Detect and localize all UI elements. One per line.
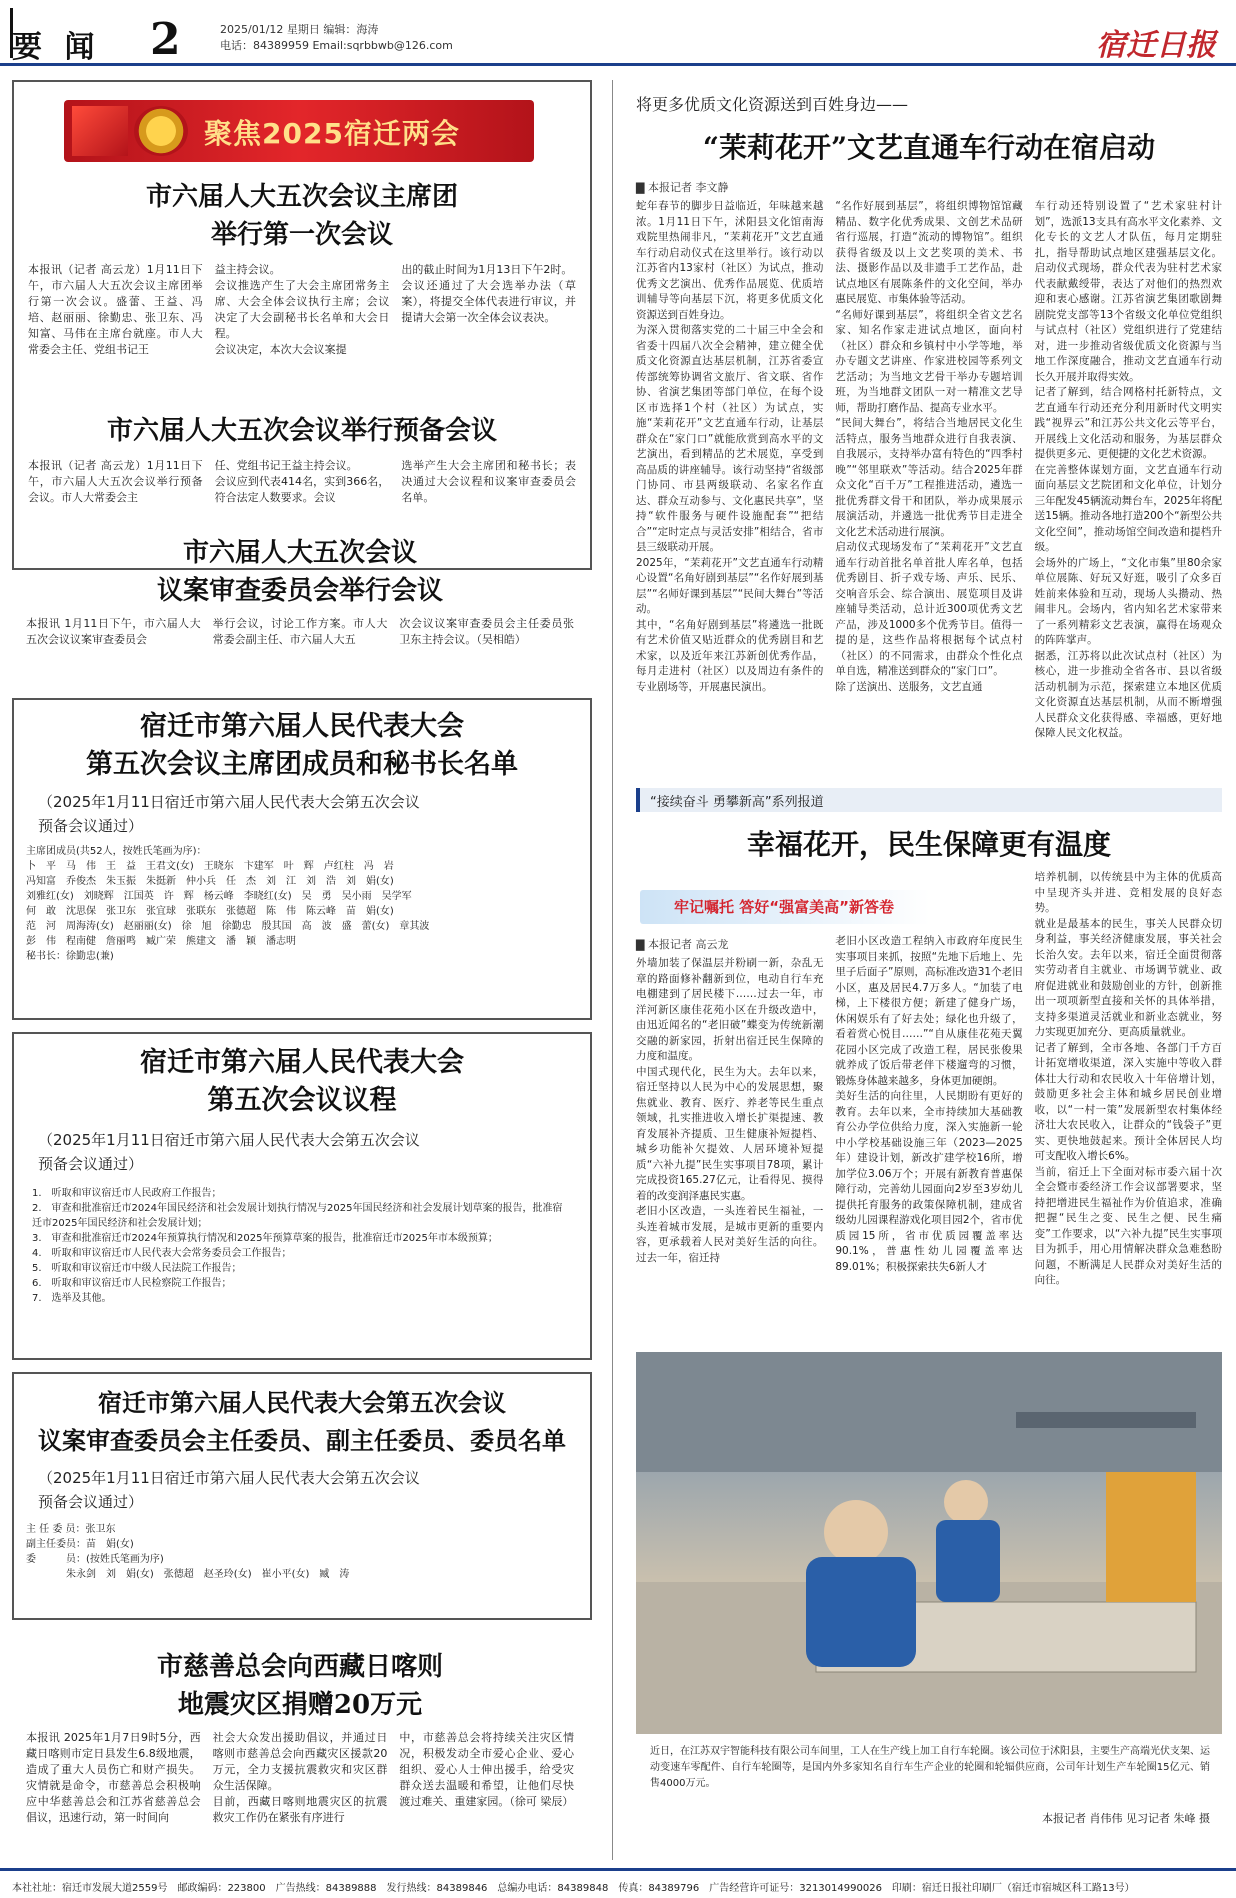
article-title: 幸福花开，民生保障更有温度 — [746, 828, 1111, 861]
list-title-2: 第五次会议主席团成员和秘书长名单 — [86, 749, 518, 780]
flag-icon — [72, 106, 128, 156]
article-col-2: “名作好展到基层”，将组织博物馆馆藏精品、数字化优秀成果、文创艺术品研省行巡展，打造“流动的博物馆”。组织获得省级及以上文艺奖项的美术、书法、摄影作品以及非遗手工艺作品，赴试点地区有展陈条件的文化空间，举办惠民展览、市集体验等活动。 “名师好课到基层”，将组织全省文艺名家、知名作家走进试点地区，面向村（社区）群众和乡镇村中小学等地，举办专题文艺讲座、作家进校园等系列文艺活动；为当地文艺骨干举办专题培训班，为当地群文团队一对一精准文艺导师，帮助打磨作品、提高专业水平。 “民间大舞台”，将结合当地居民文化生活特点，服务当地群众进行自我表演、自我展示，支持举办富有特色的“四季村晚”“邻里联欢”等活动。结合2025年群众文化“百千万”工程推进活动，遴选一批优秀群文骨干和团队，举办成果展示展演活动，并遴选一批优秀节目走进全文化艺术活动进行展演。 启动仪式现场发布了“茉莉花开”文艺直通车行动首批名单首批人库名单，包括优秀剧目、折子戏专场、声乐、民乐、交响音乐会、综合演出、展览项目及讲座辅导类活动，总计近300项优秀文艺产品，涉及1000多个优秀节目。值得一提的是，这些作品将根据每个试点村（社区）的不同需求，由群众个性化点单自选，精准送到群众的“家门口”。 除了送演出、送服务，文艺直通 — [835, 200, 1023, 693]
list-subtitle-2: 预备会议通过） — [38, 817, 144, 835]
agenda-subtitle-1: （2025年1月11日宿迁市第六届人民代表大会第五次会议 — [38, 1131, 420, 1149]
article-livelihood-title — [636, 826, 1222, 864]
agenda-item: 2. 审查和批准宿迁市2024年国民经济和社会发展计划执行情况与2025年国民经济和社会发展计划草案的报告，批准宿迁市2025年国民经济和社会发展计划； — [32, 1203, 563, 1229]
page-header — [0, 0, 1236, 66]
article-col-1: 外墙加装了保温层并粉刷一新，杂乱无章的路面修补翻新到位，电动自行车充电棚建到了居民楼下……过去一年，市洋河新区康佳花苑小区在升级改造中，由迅近闻名的“老旧破”蝶变为传统新潮交融的新家园，折射出宿迁民生保障的力度和温度。 中国式现代化，民生为大。去年以来，宿迁坚持以人民为中心的发展思想，聚焦就业、教育、医疗、养老等民生重点领域，扎实推进收入增长扩渠提速、教育发展补齐提质、卫生健康补短提档、城乡功能补欠提效、人居环境补短提质“六补九提”民生实事项目78项，累计完成投资165.27亿元，让看得见、摸得着的改变润泽惠民实惠。 老旧小区改造，一头连着民生福祉，一头连着城市发展，是城市更新的重要内容，更承载着人民对美好生活的向往。过去一年，宿迁持 — [636, 957, 824, 1264]
committee-row: 副主任委员：苗 娟(女) — [26, 1539, 134, 1550]
name-row: 范 河 周海涛(女) 赵丽丽(女) 徐 旭 徐勤忠 殷其国 高 波 盛 蕾(女) 章其波 — [26, 921, 430, 932]
committee-subtitle-2: 预备会议通过） — [38, 1493, 144, 1511]
list-subtitle-1: （2025年1月11日宿迁市第六届人民代表大会第五次会议 — [38, 793, 420, 811]
agenda-item: 6. 听取和审议宿迁市人民检察院工作报告； — [32, 1278, 232, 1289]
article-col-1: 本报讯（记者 高云龙）1月11日下午，市六届人大五次会议举行预备会议。市人大常委会主 — [28, 459, 203, 504]
committee-row: 朱永剑 刘 娟(女) 张德超 赵圣玲(女) 崔小平(女) 臧 涛 — [26, 1569, 350, 1580]
name-row: 刘雅红(女) 刘晓辉 江国英 许 辉 杨云峰 李晓红(女) 吴 勇 吴小雨 吴学军 — [26, 891, 412, 902]
article-title: 市六届人大五次会议举行预备会议 — [106, 416, 497, 446]
committee-subtitle-1: （2025年1月11日宿迁市第六届人民代表大会第五次会议 — [38, 1469, 420, 1487]
series-title: “接续奋斗 勇攀新高”系列报道 — [650, 795, 824, 810]
agenda-item: 5. 听取和审议宿迁市中级人民法院工作报告； — [32, 1263, 242, 1274]
photo-credit: 本报记者 肖伟伟 见习记者 朱峰 摄 — [1042, 1812, 1210, 1825]
article-title-2: 举行第一次会议 — [210, 220, 393, 250]
article-livelihood — [636, 870, 1222, 1336]
page-footer — [0, 1868, 1236, 1898]
header-date: 2025/01/12 星期日 编辑：海涛 — [220, 23, 379, 36]
footer-text: 本社社址：宿迁市发展大道2559号 邮政编码：223800 广告热线：84389888 发行热线：84389846 总编办电话：84389848 传真：84389796 广告经营许可证号：3213014990026 印刷：宿迁日报社印刷厂（宿迁市宿城区科工路13号） — [12, 1883, 1135, 1894]
section-title: 要 闻 — [12, 30, 101, 65]
article-byline: ▇ 本报记者 高云龙 — [636, 938, 729, 951]
agenda-title-1: 宿迁市第六届人民代表大会 — [140, 1047, 464, 1078]
article-col-1: 蛇年春节的脚步日益临近，年味越来越浓。1月11日下午，沭阳县文化馆南海戏院里热闹非凡，“茉莉花开”文艺直通车行动启动仪式在这里举行。该行动以江苏省内13家村（社区）为试点，推动优秀文艺演出、优秀作品展览、优质培训辅导等向基层下沉，将更多优质文化资源送到百姓身边。 为深入贯彻落实党的二十届三中全会和省委十四届八次全会精神，建立健全优质文化资源直达基层机制，江苏省委宣传部统筹协调省文旅厅、省文联、省作协、省演艺集团等部门单位，在每个设区市选择1个村（社区）为试点，实施“茉莉花开”文艺直通车行动，让基层群众在“家门口”就能欣赏到高水平的文艺演出，看到精品的艺术展览，享受到高品质的讲座辅导。该行动坚持“省级部门协同、市县两级联动、名家名作直达、群众互动参与、文化惠民共享”，坚持“软件服务与硬件设施配套”“把结合”“定时定点与灵活安排”相结合，省市县三级联动开展。 2025年，“茉莉花开”文艺直通车行动精心设置“名角好剧到基层”“名作好展到基层”“名师好课到基层”“民间大舞台”等活动。 其中，“名角好剧到基层”将遴选一批既有艺术价值又贴近群众的优秀剧目和艺术家，以及近年来江苏新创优秀作品，每月走进村（社区）以及周边有条件的专业剧场等，开展惠民演出。 — [636, 200, 824, 693]
header-contact: 电话：84389959 Email:sqrbbwb@126.com — [220, 39, 453, 52]
article-col-1: 本报讯（记者 高云龙）1月11日下午，市六届人大五次会议主席团举行第一次会议。盛蕾、王益、冯培、赵丽丽、徐勤忠、张卫东、冯知富、马伟在主席台就座。市人大常委会主任、党组书记王 — [28, 263, 203, 356]
banner-title: 聚焦2025宿迁两会 — [204, 117, 460, 150]
article-col-2: 老旧小区改造工程纳入市政府年度民生实事项目来抓，按照“先地下后地上、先里子后面子”原则，高标准改造31个老旧小区，惠及居民4.7万多人。“加装了电梯，上下楼很方便；新建了健身广场，休闲娱乐有了好去处；绿化也升级了，看着赏心悦目……”“自从康佳花苑天翼花园小区完成了改造工程，居民张俊果就养成了饭后带老伴下楼遛弯的习惯，锻炼身体越来越多，身体更加硬朗。 美好生活的向往里，人民期盼有更好的教育。去年以来，全市持续加大基础教育公办学位供给力度，深入实施新一轮中小学校基础设施三年（2023—2025年）建设计划，新改扩建学校16所，增加学位3.06万个；开展有新教育普惠保障行动，完善幼儿园面向2岁至3岁幼儿提供托育服务的政策保障机制，建成省级幼儿园课程游戏化项目园2个，省市优质园15所，省市优质园覆盖率达90.1%，普惠性幼儿园覆盖率达89.01%；积极探索扶失6新人才 — [835, 935, 1023, 1273]
committee-title-2: 议案审查委员会主任委员、副主任委员、委员名单 — [38, 1426, 566, 1455]
article-col-2: 任、党组书记王益主持会议。 会议应到代表414名，实到366名，符合法定人数要求。会议 — [214, 459, 390, 504]
list-title-1: 宿迁市第六届人民代表大会 — [140, 711, 464, 742]
committee-list-box — [12, 1372, 592, 1620]
article-col-2: 举行会议，讨论工作方案。市人大常委会副主任、市六届人大五 — [212, 617, 388, 646]
article-col-3: 培养机制，以传统县中为主体的优质高中呈现齐头并进、竞相发展的良好态势。 就业是最基本的民生，事关人民群众切身利益，事关经济健康发展，事关社会长治久安。去年以来，宿迁全面贯彻落实劳动者自主就业、市场调节就业、政府促进就业和鼓励创业的方针，创新推出一项项新型直接和关怀的具体举措，支持多渠道灵活就业和新业态就业，努力实现更加充分、更高质量就业。 记者了解到，全市各地、各部门千方百计拓宽增收渠道，深入实施中等收入群体壮大行动和农民收入十年倍增计划，鼓励更多社会主体和城乡居民创业增收，以“一村一策”发展新型农村集体经济壮大农民收入，让群众的“钱袋子”更实、更快地鼓起来。预计全体居民人均可支配收入增长6%。 当前，宿迁上下全面对标市委六届十次全会暨市委经济工作会议部署要求，坚持把增进民生福祉作为价值追求，准确把握“民生之变、民生之便、民生痛变”工作要求，以“六补九提”民生实事项目为抓手，用心用情解决群众急难愁盼问题，不断满足人民群众对美好生活的向往。 — [1034, 871, 1222, 1286]
agenda-item: 3. 审查和批准宿迁市2024年预算执行情况和2025年预算草案的报告，批准宿迁市2025年市本级预算； — [32, 1233, 498, 1244]
article-prep — [28, 412, 576, 506]
article-kicker: 将更多优质文化资源送到百姓身边—— — [636, 95, 909, 114]
article-presidium — [28, 178, 576, 358]
article-byline: ▇ 本报记者 李文静 — [636, 181, 729, 194]
article-col-3: 车行动还特别设置了“艺术家驻村计划”，选派13支具有高水平文化素养、文化专长的文艺人才队伍，每月定期驻扎，指导帮助试点地区建强基层文化。启动仪式现场，群众代表为驻村艺术家代表献戴绶带，表达了对他们的热烈欢迎和衷心感谢。江苏省演艺集团歌剧舞剧院党支部等13个省级文化单位党组织与试点村（社区）党组织进行了党建结对，进一步推动省级优质文化资源与当地工作深度融合，推动文艺直通车行动长久开展并取得实效。 记者了解到，结合网格村托新特点，文艺直通车行动还充分利用新时代文明实践“视界云”和江苏公共文化云等平台，开展线上文化活动和服务，为基层群众提供更多元、更便捷的文化艺术资源。 在完善整体谋划方面，文艺直通车行动面向基层文艺院团和文化单位，计划分三年配发45辆流动舞台车，2025年将配送15辆。推动各地打造200个“新型公共文化空间”，推动场馆空间改造和提档升级。 会场外的广场上，“文化市集”里80余家单位展陈、好玩又好逛，吸引了众多百姓前来体验和互动，现场人头攒动、热闹非凡。会场内，省内知名艺术家带来了一系列精彩文艺表演，赢得在场观众的阵阵掌声。 据悉，江苏将以此次试点村（社区）为核心，进一步推动全省各市、县以省级活动机制为示范，探索建立本地区优质文化资源直达基层机制，从而不断增强人民群众文化获得感、幸福感，更好地保障人民文化权益。 — [1034, 200, 1222, 739]
slogan-text: 牢记嘱托 答好“强富美高”新答卷 — [674, 898, 894, 916]
article-jasmine — [636, 92, 1222, 759]
agenda-item: 4. 听取和审议宿迁市人民代表大会常务委员会工作报告； — [32, 1248, 292, 1259]
page-number: 2 — [150, 14, 181, 65]
column-divider — [612, 80, 613, 1860]
article-col-3: 次会议议案审查委员会主任委员张卫东主持会议。（吴相皓） — [399, 617, 575, 646]
article-title-1: 市六届人大五次会议主席团 — [145, 182, 458, 212]
secretary-general: 秘书长：徐勤忠(兼) — [26, 951, 114, 962]
article-col-2: 益主持会议。 会议推选产生了大会主席团常务主席、大会全体会议执行主席；会议决定了大会副秘书长名单和大会日程。 会议决定，本次大会议案提 — [214, 263, 390, 356]
focus-banner — [64, 100, 534, 162]
agenda-item: 1. 听取和审议宿迁市人民政府工作报告； — [32, 1188, 222, 1199]
article-col-3: 选举产生大会主席团和秘书长；表决通过大会议程和议案审查委员会名单。 — [401, 459, 577, 504]
agenda-item: 7. 选举及其他。 — [32, 1293, 112, 1304]
article-title: “茉莉花开”文艺直通车行动在宿启动 — [702, 131, 1156, 164]
article-col-1: 本报讯 2025年1月7日9时5分，西藏日喀则市定日县发生6.8级地震，造成了重大人员伤亡和财产损失。灾情就是命令，市慈善总会积极响应中华慈善总会和江苏省慈善总会倡议，迅速行动，第一时间向 — [26, 1731, 201, 1824]
committee-row: 委 员：(按姓氏笔画为序) — [26, 1554, 164, 1565]
article-col-3: 出的截止时间为1月13日下午2时。 会议还通过了大会选举办法（草案），将提交全体代表进行审议，并提请大会第一次全体会议表决。 — [401, 263, 577, 324]
committee-row: 主 任 委 员：张卫东 — [26, 1524, 116, 1535]
article-col-2: 社会大众发出援助倡议，并通过日喀则市慈善总会向西藏灾区援款20万元，全力支援抗震救灾和灾区群众生活保障。 目前，西藏日喀则地震灾区的抗震救灾工作仍在紧张有序进行 — [212, 1731, 388, 1824]
factory-photo — [636, 1352, 1222, 1734]
left-top-box — [12, 80, 592, 570]
name-row: 冯知富 乔俊杰 朱玉振 朱挺新 仲小兵 任 杰 刘 江 刘 浩 刘 娟(女) — [26, 876, 394, 887]
agenda-box — [12, 1032, 592, 1360]
article-title-2: 议案审查委员会举行会议 — [156, 576, 443, 606]
agenda-title-2: 第五次会议议程 — [207, 1085, 397, 1116]
article-col-3: 中，市慈善总会将持续关注灾区情况，积极发动全市爱心企业、爱心组织、爱心人士伸出援手，给受灾群众送去温暖和希望，让他们尽快渡过难关、重建家园。（徐可 梁辰） — [399, 1731, 575, 1808]
article-col-1: 本报讯 1月11日下午，市六届人大五次会议议案审查委员会 — [26, 617, 201, 646]
name-row: 何 敢 沈思保 张卫东 张宜球 张联东 张德超 陈 伟 陈云峰 苗 娟(女) — [26, 906, 394, 917]
presidium-list-box — [12, 698, 592, 1020]
factory-photo-art — [636, 1352, 1222, 1734]
series-bar — [636, 788, 1222, 812]
list-head: 主席团成员(共52人，按姓氏笔画为序)： — [26, 846, 207, 857]
newspaper-logo: 宿迁日报 — [1096, 28, 1216, 63]
article-charity — [26, 1648, 574, 1826]
agenda-subtitle-2: 预备会议通过） — [38, 1155, 144, 1173]
article-title-1: 市六届人大五次会议 — [182, 538, 417, 568]
charity-title-1: 市慈善总会向西藏日喀则 — [156, 1652, 443, 1682]
charity-title-2: 地震灾区捐赠20万元 — [177, 1690, 423, 1720]
photo-caption: 近日，在江苏双宇智能科技有限公司车间里，工人在生产线上加工自行车轮圈。该公司位于沭阳县，主要生产高端光伏支架、运动变速车零配件、自行车轮圈等，是国内外多家知名自行车生产企业的轮圈和轮辐供应商，公司年计划生产车轮圈15亿元、销售4000万元。 — [650, 1746, 1210, 1789]
committee-title-1: 宿迁市第六届人民代表大会第五次会议 — [98, 1388, 506, 1417]
emblem-icon — [134, 106, 188, 156]
header-meta — [220, 22, 453, 54]
name-row: 卜 平 马 伟 王 益 王君文(女) 王晓东 卞建军 叶 辉 卢红柱 冯 岩 — [26, 861, 394, 872]
article-review-committee — [26, 534, 574, 648]
name-row: 彭 伟 程南健 詹丽鸣 臧广荣 熊建文 潘 颖 潘志明 — [26, 936, 296, 947]
